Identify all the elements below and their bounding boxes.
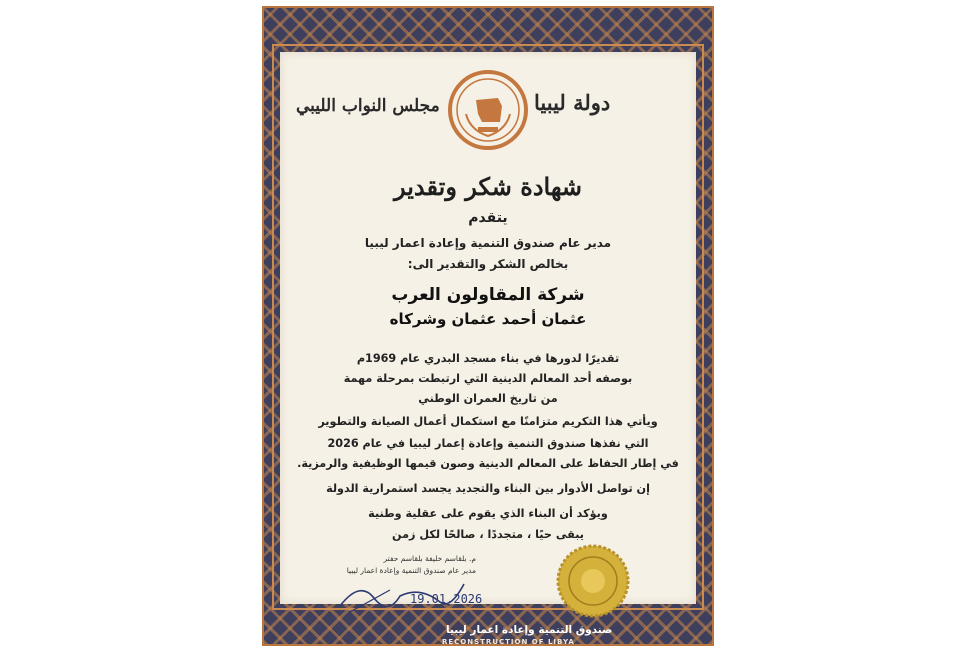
signatory-title: مدير عام صندوق التنمية وإعادة اعمار ليبيا [346, 566, 476, 575]
body-line: في إطار الحفاظ على المعالم الدينية وصون قيمها الوظيفية والرمزية. [297, 457, 679, 470]
body-line: يبقى حيًا ، متجددًا ، صالحًا لكل زمن [392, 528, 584, 541]
body-line: التي نفذها صندوق التنمية وإعادة إعمار ليبيا في عام 2026 [327, 437, 649, 450]
parliament-name: مجلس النواب الليبي [296, 96, 440, 116]
footer-logo-english: RECONSTRUCTION OF LIBYA [442, 638, 575, 646]
recipient-company: شركة المقاولون العرب [391, 285, 585, 305]
footer-logo-arabic: صندوق التنمية وإعادة اعمار ليبيا [446, 624, 613, 636]
body-line: ويأتي هذا التكريم متزامنًا مع استكمال أعمال الصيانة والتطوير [318, 415, 658, 428]
presenter-line: مدير عام صندوق التنمية وإعادة اعمار ليبيا [364, 236, 612, 250]
certificate-title: شهادة شكر وتقدير [394, 172, 582, 201]
state-name: دولة ليبيا [534, 90, 611, 115]
parliament-emblem-icon [448, 70, 528, 150]
thanks-intro: بخالص الشكر والتقدير الى: [407, 257, 569, 271]
body-line: من تاريخ العمران الوطني [418, 392, 558, 405]
certificate-frame [262, 6, 714, 646]
signatory-name: م. بلقاسم خليفة بلقاسم حفتر [383, 554, 476, 563]
gold-seal-icon [556, 544, 630, 618]
body-line: ويؤكد أن البناء الذي يقوم على عقلية وطنية [368, 507, 608, 520]
recipient-partner: عثمان أحمد عثمان وشركاه [389, 310, 587, 328]
body-line: بوصفه أحد المعالم الدينية التي ارتبطت بمرحلة مهمة [343, 372, 633, 385]
presents-line: يتقدم [468, 210, 508, 226]
body-line: إن تواصل الأدوار بين البناء والتجديد يجسد استمرارية الدولة [326, 482, 650, 495]
body-line: تقديرًا لدورها في بناء مسجد البدري عام 1969م [356, 352, 620, 365]
signature-date: 19.01.2026 [410, 592, 483, 606]
certificate-paper [280, 52, 696, 604]
